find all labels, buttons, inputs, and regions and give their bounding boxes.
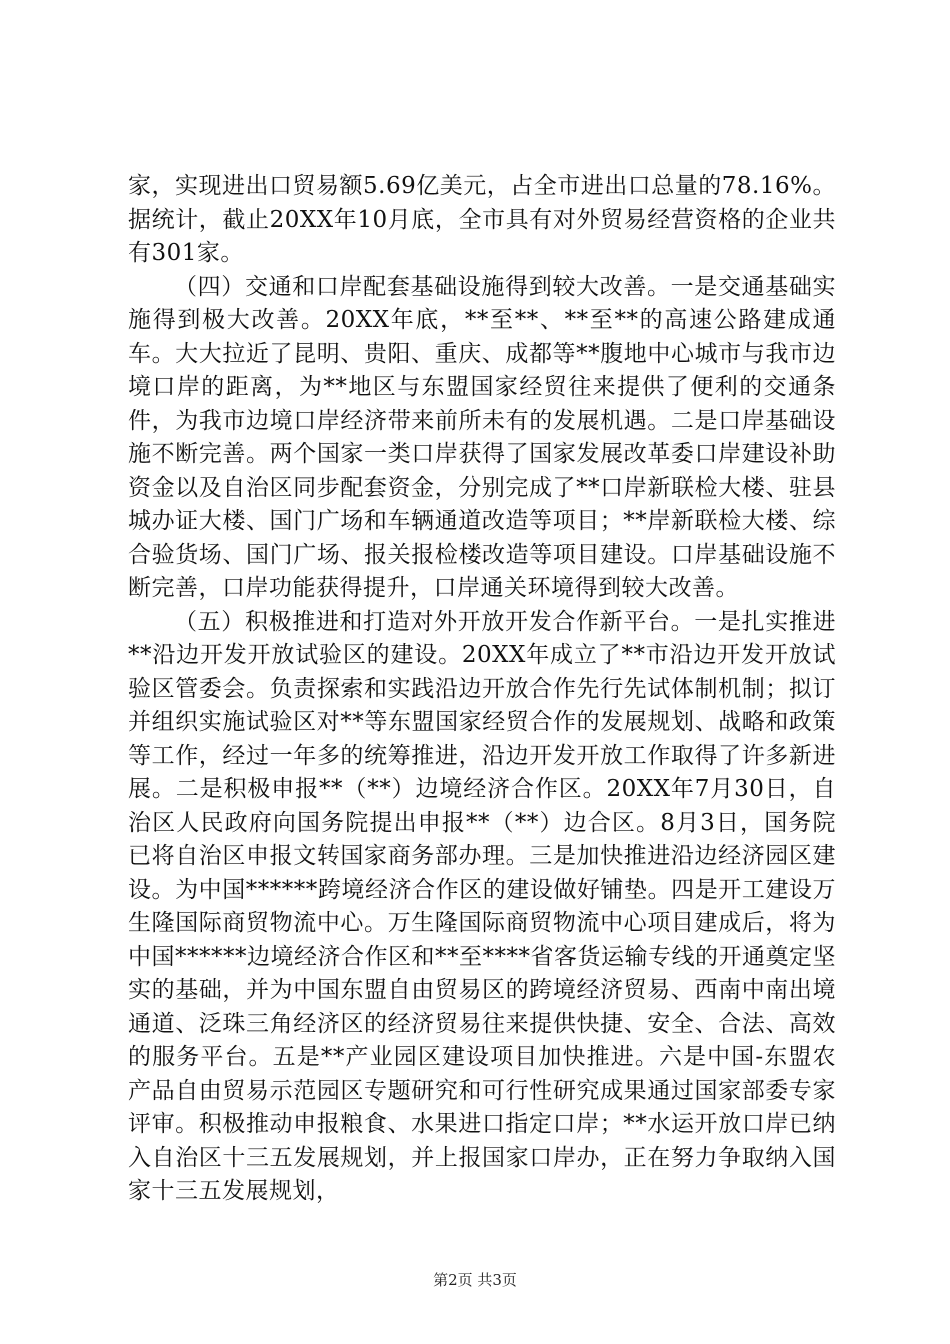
paragraph-section-4: （四）交通和口岸配套基础设施得到较大改善。一是交通基础实施得到极大改善。20XX年底，**至**、**至**的高速公路建成通车。大大拉近了昆明、贵阳、重庆、成都等**腹地中心城市与我市边境口岸的距离，为**地区与东盟国家经贸往来提供了便利的交通条件，为我市边境口岸经济带来前所未有的发展机遇。二是口岸基础设施不断完善。两个国家一类口岸获得了国家发展改革委口岸建设补助资金以及自治区同步配套资金，分别完成了**口岸新联检大楼、驻县城办证大楼、国门广场和车辆通道改造等项目；**岸新联检大楼、综合验货场、国门广场、报关报检楼改造等项目建设。口岸基础设施不断完善，口岸功能获得提升，口岸通关环境得到较大改善。 [128, 273, 836, 601]
page-footer: 第2页 共3页 [433, 1271, 517, 1289]
paragraph-section-5: （五）积极推进和打造对外开放开发合作新平台。一是扎实推进**沿边开发开放试验区的建设。20XX年成立了**市沿边开发开放试验区管委会。负责探索和实践沿边开放合作先行先试体制机制；拟订并组织实施试验区对**等东盟国家经贸合作的发展规划、战略和政策等工作，经过一年多的统筹推进，沿边开发开放工作取得了许多新进展。二是积极申报**（**）边境经济合作区。20XX年7月30日，自治区人民政府向国务院提出申报**（**）边合区。8月3日，国务院已将自治区申报文转国家商务部办理。三是加快推进沿边经济园区建设。为中国******跨境经济合作区的建设做好铺垫。四是开工建设万生隆国际商贸物流中心。万生隆国际商贸物流中心项目建成后，将为中国******边境经济合作区和**至****省客货运输专线的开通奠定坚实的基础，并为中国东盟自由贸易区的跨境经济贸易、西南中南出境通道、泛珠三角经济区的经济贸易往来提供快捷、安全、合法、高效的服务平台。五是**产业园区建设项目加快推进。六是中国-东盟农产品自由贸易示范园区专题研究和可行性研究成果通过国家部委专家评审。积极推动申报粮食、水果进口指定口岸；**水运开放口岸已纳入自治区十三五发展规划，并上报国家口岸办，正在努力争取纳入国家十三五发展规划， [128, 608, 836, 1204]
document-body [128, 170, 836, 1209]
paragraph-continuation: 家，实现进出口贸易额5.69亿美元，占全市进出口总量的78.16%。据统计，截止20XX年10月底，全市具有对外贸易经营资格的企业共有301家。 [128, 173, 836, 266]
